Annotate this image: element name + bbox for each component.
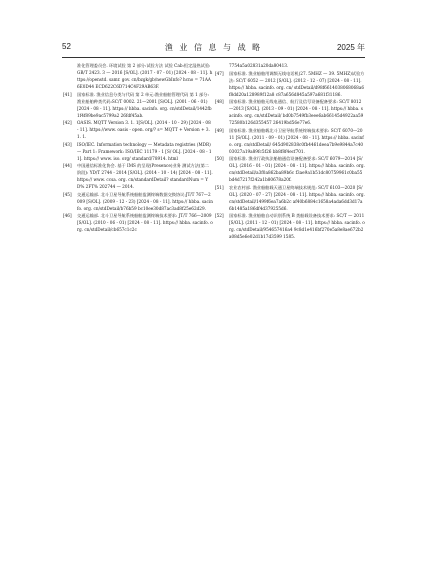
- reference-number: [41]: [63, 91, 72, 97]
- publication-year: 2025 年: [336, 43, 365, 52]
- reference-column-right: [215, 62, 365, 241]
- reference-item: [50] 国家标准. 渔业行政执法船舶通信设备配备要求: SC/T 6079—2014 [S/OL]. (2016 - 01 - 01) [2024 - 08 - 11]. https:// hbba. sacinfo. org. cn/stdDetail/a3f0a862ba89b6c f3ae9a1b51dc80759961c0ba55bd4d7217f242a1b80678a20f.: [215, 156, 365, 182]
- reference-number: [43]: [63, 141, 72, 147]
- reference-number: [44]: [63, 163, 72, 168]
- reference-item: [52] 国家标准. 渔业船舶自动识别系统 B 类船载设备技术要求: SC/T — 2011 [S/OL]. (2011 - 12 - 01) [2024 - 08 - 11]. https:// hbba. sacinfo. org. cn/stdDetail/954657416a4 9c8d1e416bf270e5a8e8ae672b2a08d5e6e02d1b17d3599 1585.: [215, 213, 365, 239]
- reference-number: [45]: [63, 191, 72, 197]
- reference-number: [46]: [63, 213, 72, 218]
- reference-number: [50]: [215, 156, 224, 161]
- reference-number: [51]: [215, 184, 224, 190]
- reference-item: [51] 农业农村部. 渔业船舶载天通卫星终端技术规范: SC/T 6103—2020 [S/OL]. (2020 - 07 - 27) [2024 - 08 - 11]. https:// hbba. sacinfo. org. cn/stdDetail/1499f6ea7a6b2c af40b6884c1658a4ada6dd3d17a6b1485a186df4d379255d6.: [215, 184, 365, 211]
- reference-item: [49] 国家标准. 渔业船舶载北斗卫星导航系统终端技术要求: SC/T 6070—2011 [S/OL]. (2011 - 09 - 01) [2024 - 08 - 11]. https:// hbba. sacinfo. org. cn/stdDetail/ 645d902838c0fb4461deea7b9e9844a7c4003027a19a89fc5f26 bb8f8f4ecf701.: [215, 127, 364, 154]
- reference-item: [44] 中国通信标准化协会. 基于 IMS 的呈现(Presence)业务 测试方法(第二阶段): YD/T 2744 - 2014 [S/OL]. (2014 - 10 - 14) [2024 - 08 - 11]. https:// www. ccsa. org. cn/standardDetail? standardNum = YD% 2FT% 202744 — 2014.: [63, 163, 213, 189]
- reference-item: [48] 国家标准. 渔业船舶无线电通信、航行及信号设备配备要求: SC/T 8012—2013 [S/OL]. (2013 - 09 - 01) [2024 - 08 - 11]. https:// hbba. sacinfo. org. cn/stdDetail/ bd0b7549fb3eee6ab66145d4922aa5972580b126d355457 26419bd56e77e6.: [215, 99, 364, 125]
- journal-title: 渔 业 信 息 与 战 略: [164, 43, 263, 52]
- reference-number: [48]: [215, 99, 224, 104]
- running-header: [62, 40, 365, 56]
- reference-number: [47]: [215, 70, 224, 76]
- reference-number: [42]: [63, 120, 72, 125]
- reference-item: [46] 交通运输部. 北斗卫星导航系统船舶监测终端技术要求: JT/T 766—2009 [S/OL]. (2010 - 06 - 01) [2024 - 08 - 11]. https:// hbba. sacinfo. org. cn/stdDetail/cb657c1c2c: [63, 213, 213, 232]
- header-rule: [62, 57, 365, 58]
- reference-item: 7754a5a02831a20da80413.: [229, 63, 289, 68]
- page-number: 52: [62, 42, 71, 51]
- reference-column-left: [63, 62, 213, 234]
- reference-item: [47] 国家标准. 渔业船舶用调频无线电话机(27. 5MHZ — 39. 5MHZ)试验方法: SC/T 6052 — 2012 [S/OL]. (2012 - 12 - 07) [2024 - 08 - 11]. https:// hbba. sacinfo. org. cn/ stdDetail/d98f6614038068068a6f8dd20a128989f12a8 c87a656d845a597a681f31186.: [215, 70, 365, 97]
- reference-item: [42] OASIS. MQTT Version 3. 1. 1[S/OL]. (2014 - 10 - 29) [2024 - 08 - 11]. https://www. oasis - open. org/? s= MQTT + Version + 3. 1. 1.: [63, 120, 211, 139]
- reference-item: [41] 国家标准. 渔业信息分类与代码 第 2 单元:渔业船舶管理代码 第 1 部分:渔业船舶种类代码:SC/T 0002. 21—2001 [S/OL]. (2001 - 06 - 01) [2024 - 08 - 11]. https:// hbba. sacinfo. org. cn/stdDetail/1442fb1f4f89be9ac5799a2 26fdf45ab.: [63, 91, 212, 118]
- reference-item: 准化管理委员会. 环境试验 第 2 部分:试验方法 试验 Cab:恒定湿热试验: GB/T 2423. 3 — 2016 [S/OL]. (2017 - 07 - 01) [2024 - 08 - 11]. https://openstd. samr. gov. cn/bzgk/gb/newGbInfo? hcno = 71AA6E0D44 ECD622C6D714C4F29AB63F.: [77, 63, 213, 89]
- reference-item: [45] 交通运输部. 北斗卫星导航系统船舶监测终端数据交换协议:JT/T 767—2009 [S/OL]. (2009 - 12 - 23) [2024 - 08 - 11]. https:// hbba. sacinfo. org. cn/stdDetail/b76b59 bc10ee30d87ac3ad8f25e62d29.: [63, 191, 213, 211]
- reference-number: [49]: [215, 127, 224, 133]
- reference-item: [43] ISO/IEC. Information technology — Metadata registries (MDR) — Part 1: Framework: ISO/IEC 11179 - 1 [S/ OL]. [2024 - 08 - 11]. https:// www. iso. org/ standard/78914. html: [63, 141, 212, 161]
- reference-number: [52]: [215, 213, 224, 218]
